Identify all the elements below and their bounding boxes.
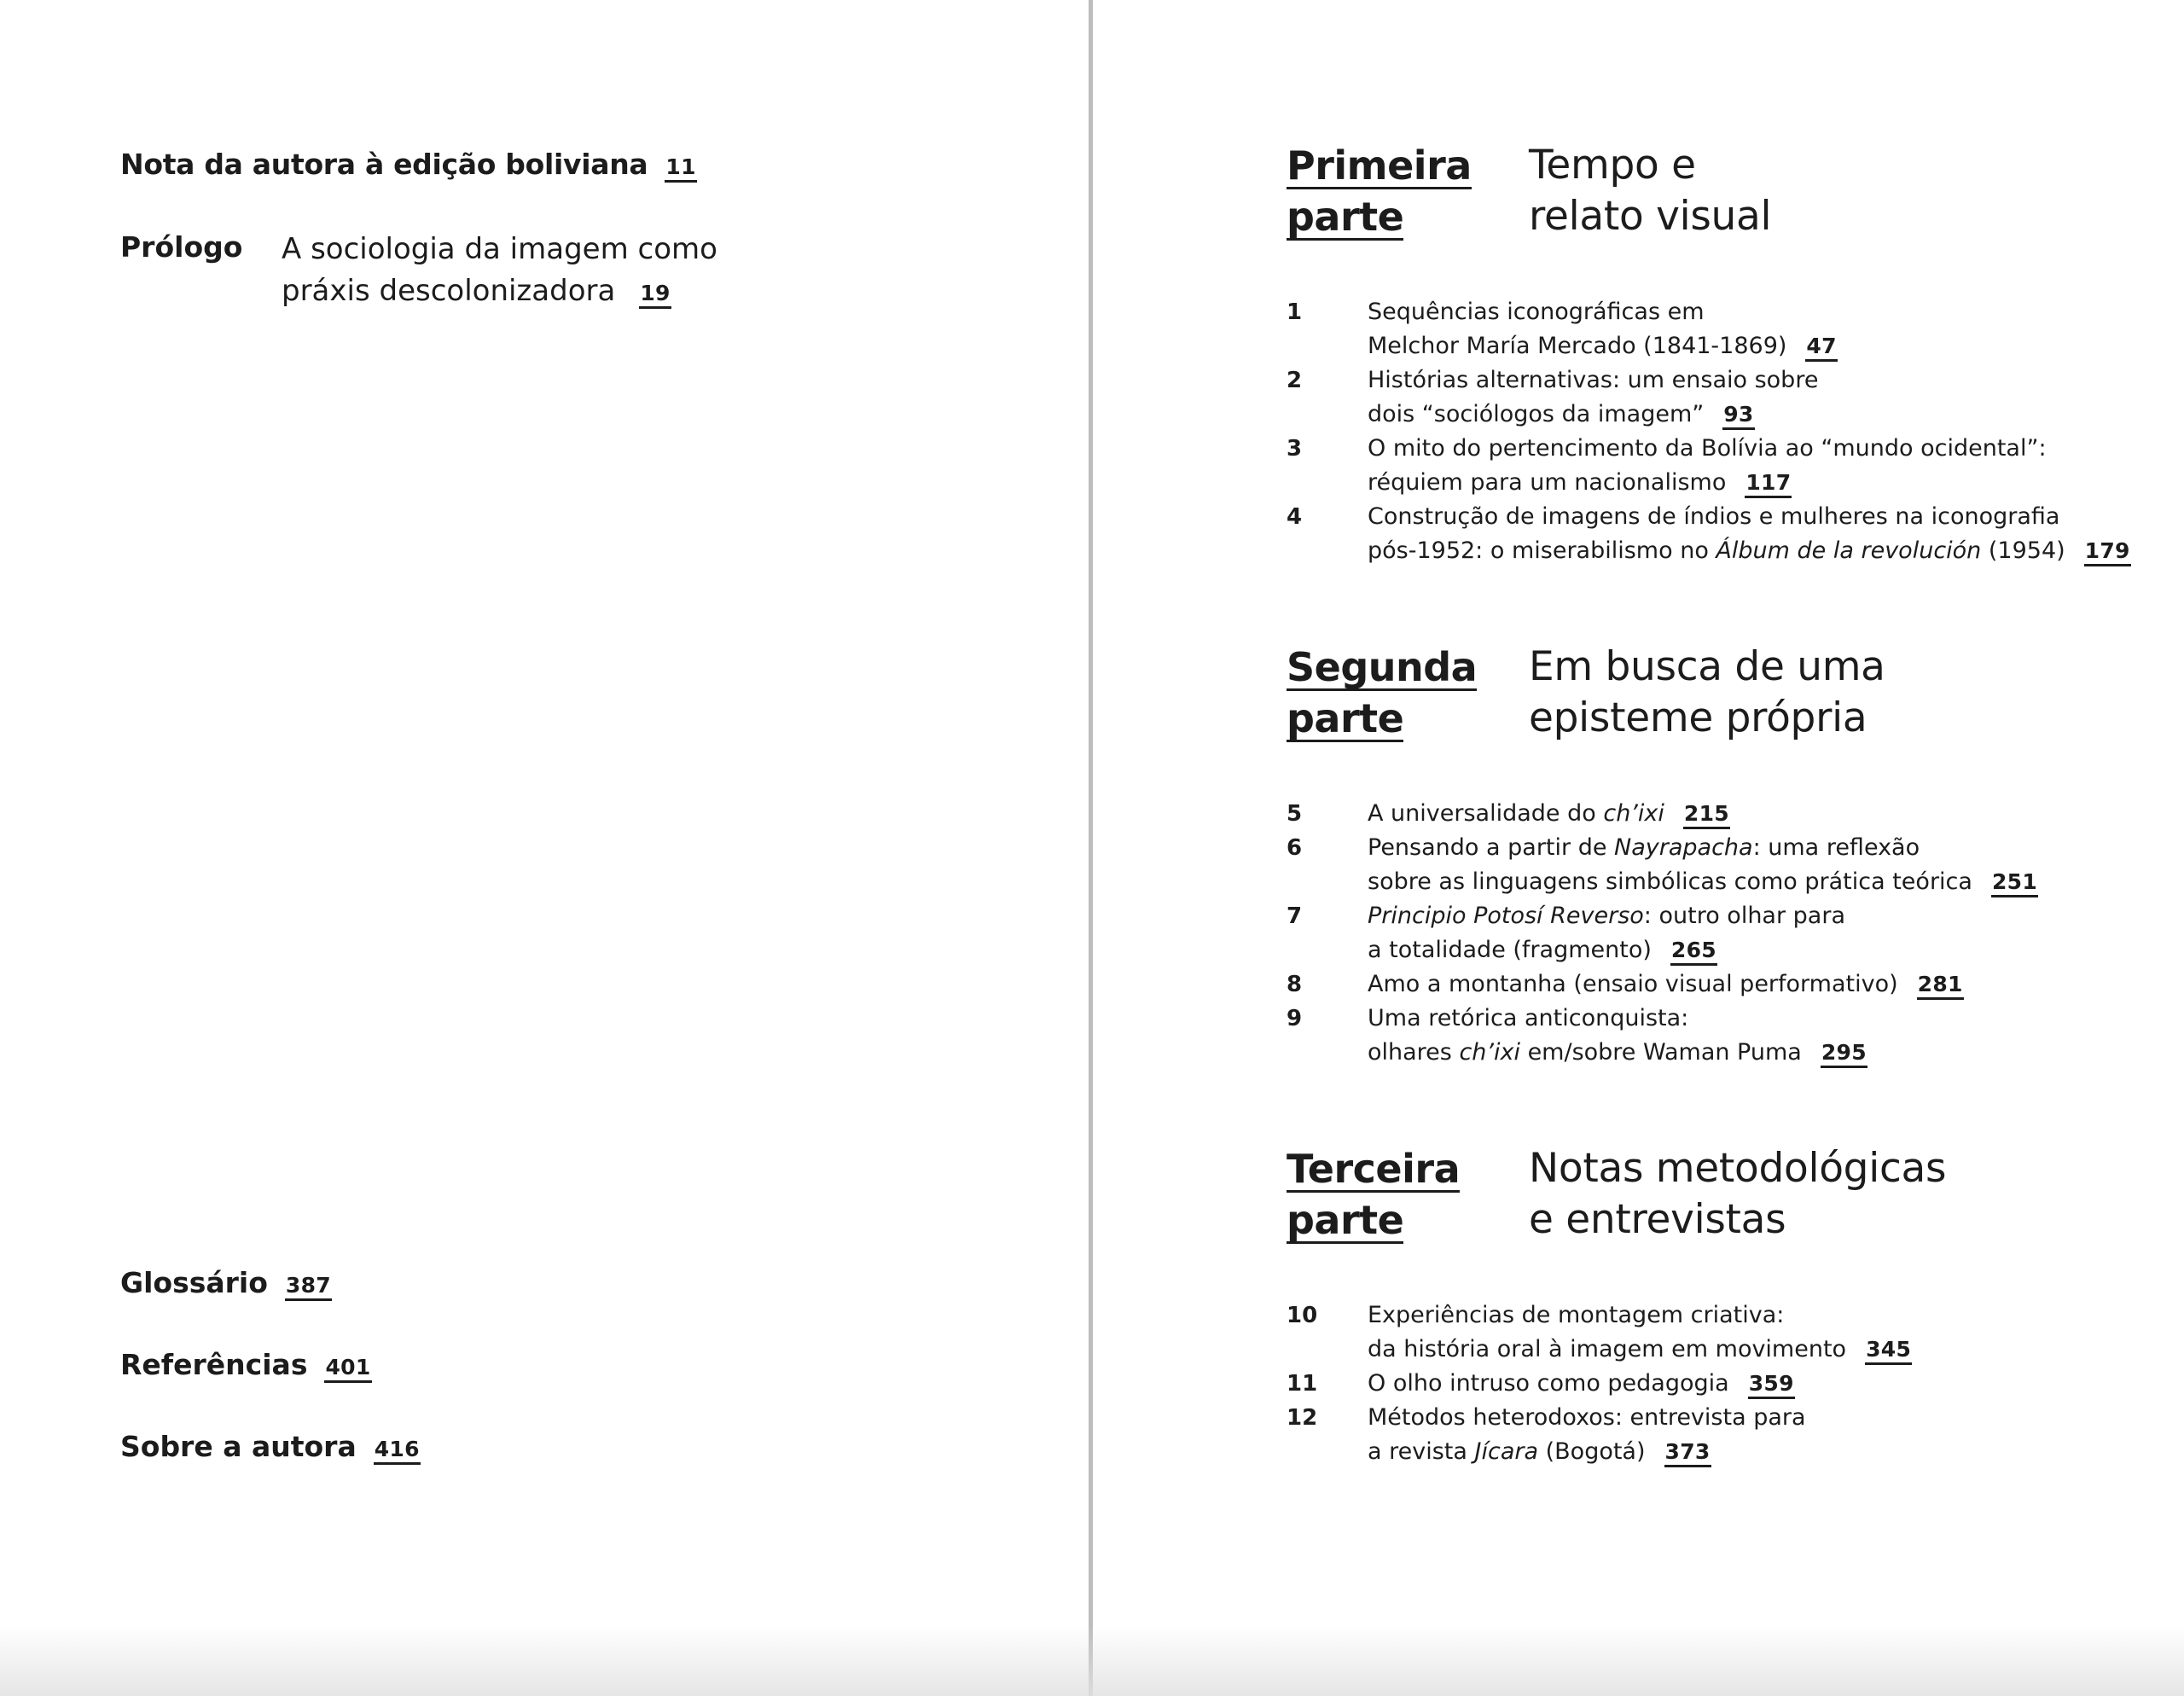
- chapter-title: [1368, 1367, 1795, 1401]
- chapter-number: 8: [1287, 972, 1303, 997]
- part-title-line1: Em busca de uma: [1529, 643, 1885, 690]
- chapter-title-line2: pós-1952: o miserabilismo no: [1368, 537, 1716, 564]
- chapter-title-line1: A universalidade do: [1368, 800, 1604, 827]
- chapter-number: 2: [1287, 368, 1303, 393]
- chapter-number: 5: [1287, 801, 1303, 827]
- chapter-title: [1368, 899, 1845, 967]
- part-label-line1: Primeira: [1287, 142, 1472, 189]
- part-title-line2: relato visual: [1529, 193, 1772, 240]
- chapter-title-line1: Construção de imagens de índios e mulheres na iconografia: [1368, 503, 2060, 530]
- part-label-line1: Segunda: [1287, 644, 1478, 690]
- prologo-title: [282, 229, 717, 312]
- chapter-title: [1368, 363, 1818, 432]
- chapter-title-italic: Álbum de la revolución: [1716, 537, 1982, 564]
- chapter-number: 7: [1287, 903, 1303, 929]
- chapter-title-line1: Métodos heterodoxos: entrevista para: [1368, 1404, 1806, 1431]
- part-label[interactable]: [1287, 642, 1477, 744]
- page-number[interactable]: 265: [1670, 939, 1717, 966]
- chapter-title: [1368, 1401, 1806, 1469]
- prologo-title-line2: práxis descolonizadora: [282, 274, 616, 308]
- part-label-line2: parte: [1287, 695, 1404, 741]
- toc-entry-title: Referências: [120, 1348, 308, 1381]
- chapter-title-line2-end: em/sobre Waman Puma: [1519, 1039, 1802, 1066]
- page-number[interactable]: 19: [639, 282, 671, 309]
- toc-entry-glossario[interactable]: [120, 1266, 332, 1301]
- chapter-number: 10: [1287, 1303, 1318, 1328]
- chapter-title-italic: ch’ixi: [1603, 800, 1664, 827]
- page-number[interactable]: 295: [1821, 1042, 1867, 1068]
- part-label-line2: parte: [1287, 194, 1404, 240]
- toc-entry-title: Sobre a autora: [120, 1430, 357, 1463]
- page-number[interactable]: 416: [374, 1438, 421, 1465]
- page-number[interactable]: 359: [1748, 1373, 1795, 1399]
- part-title-line1: Notas metodológicas: [1529, 1145, 1947, 1192]
- toc-entry-sobre-a-autora[interactable]: [120, 1430, 421, 1465]
- chapter-title-italic: ch’ixi: [1459, 1039, 1520, 1066]
- chapter-title-line1-end: : uma reflexão: [1752, 834, 1920, 861]
- chapter-number: 6: [1287, 835, 1303, 861]
- part-label-line1: Terceira: [1287, 1146, 1461, 1192]
- chapter-title-italic: Jícara: [1474, 1438, 1539, 1465]
- chapter-title-line2: a revista: [1368, 1438, 1475, 1465]
- chapter-title-line1-end: : outro olhar para: [1643, 903, 1845, 929]
- chapter-title-line1: Amo a montanha (ensaio visual performativo): [1368, 971, 1898, 997]
- chapter-number: 1: [1287, 299, 1303, 325]
- chapter-title-line2: olhares: [1368, 1039, 1460, 1066]
- chapter-title-line1: Sequências iconográficas em: [1368, 299, 1705, 325]
- chapter-title-line2: sobre as linguagens simbólicas como prática teórica: [1368, 868, 1972, 895]
- part-label-line2: parte: [1287, 1197, 1404, 1243]
- prologo-title-line1: A sociologia da imagem como: [282, 232, 717, 266]
- part-title: [1529, 642, 1885, 744]
- chapter-title: [1368, 295, 1838, 363]
- chapter-number: 12: [1287, 1405, 1318, 1431]
- chapter-title: [1368, 967, 1964, 1002]
- chapter-number: 3: [1287, 436, 1303, 462]
- chapter-title-line2-end: (1954): [1981, 537, 2065, 564]
- chapter-number: 11: [1287, 1371, 1318, 1397]
- chapter-title-italic: Nayrapacha: [1614, 834, 1753, 861]
- chapter-title-line1: O olho intruso como pedagogia: [1368, 1370, 1729, 1397]
- chapter-title-line1: Pensando a partir de: [1368, 834, 1615, 861]
- chapter-title-line1: Uma retórica anticonquista:: [1368, 1005, 1689, 1031]
- page-number[interactable]: 117: [1745, 472, 1792, 498]
- chapter-title-italic: Principio Potosí Reverso: [1368, 903, 1644, 929]
- chapter-number: 9: [1287, 1006, 1303, 1031]
- part-title-line2: episteme própria: [1529, 694, 1867, 741]
- chapter-title: [1368, 1298, 1912, 1367]
- chapter-title-line2: da história oral à imagem em movimento: [1368, 1336, 1847, 1362]
- chapter-number: 4: [1287, 504, 1303, 530]
- page-number[interactable]: 251: [1991, 871, 2038, 897]
- right-page: [1095, 0, 2184, 1696]
- page-number[interactable]: 401: [324, 1356, 371, 1383]
- chapter-title-line1: Histórias alternativas: um ensaio sobre: [1368, 367, 1819, 393]
- chapter-title-line2: dois “sociólogos da imagem”: [1368, 401, 1705, 427]
- toc-entry-referencias[interactable]: [120, 1348, 372, 1383]
- part-title: [1529, 140, 1771, 242]
- chapter-title-line2-end: (Bogotá): [1538, 1438, 1646, 1465]
- chapter-title: [1368, 1002, 1867, 1070]
- chapter-title-line1: Experiências de montagem criativa:: [1368, 1302, 1785, 1328]
- chapter-title-line2: Melchor María Mercado (1841-1869): [1368, 333, 1787, 359]
- prologo-label: Prólogo: [120, 230, 243, 264]
- chapter-title: [1368, 432, 2047, 500]
- chapter-title: [1368, 797, 1730, 831]
- part-title-line2: e entrevistas: [1529, 1196, 1786, 1243]
- part-label[interactable]: [1287, 1143, 1460, 1246]
- part-title: [1529, 1143, 1946, 1246]
- toc-entry-title: Nota da autora à edição boliviana: [120, 148, 648, 181]
- page-number[interactable]: 11: [665, 156, 696, 183]
- chapter-title-line2: réquiem para um nacionalismo: [1368, 469, 1727, 496]
- left-page: [0, 0, 1090, 1696]
- toc-entry-title: Glossário: [120, 1266, 268, 1299]
- page-number[interactable]: 387: [285, 1275, 332, 1301]
- part-label[interactable]: [1287, 140, 1472, 242]
- page-number[interactable]: 373: [1664, 1441, 1711, 1467]
- page-number[interactable]: 179: [2084, 540, 2131, 566]
- page-number[interactable]: 345: [1865, 1339, 1912, 1365]
- chapter-title-line1: O mito do pertencimento da Bolívia ao “mundo ocidental”:: [1368, 435, 2047, 462]
- page-number[interactable]: 281: [1917, 973, 1964, 1000]
- part-title-line1: Tempo e: [1529, 142, 1696, 189]
- toc-entry-nota[interactable]: [120, 148, 697, 183]
- page-number[interactable]: 47: [1805, 335, 1837, 362]
- page-number[interactable]: 93: [1722, 404, 1754, 430]
- chapter-title: [1368, 500, 2131, 568]
- page-number[interactable]: 215: [1683, 803, 1730, 829]
- book-gutter: [1089, 0, 1093, 1696]
- chapter-title-line2: a totalidade (fragmento): [1368, 937, 1652, 963]
- chapter-title: [1368, 831, 2038, 899]
